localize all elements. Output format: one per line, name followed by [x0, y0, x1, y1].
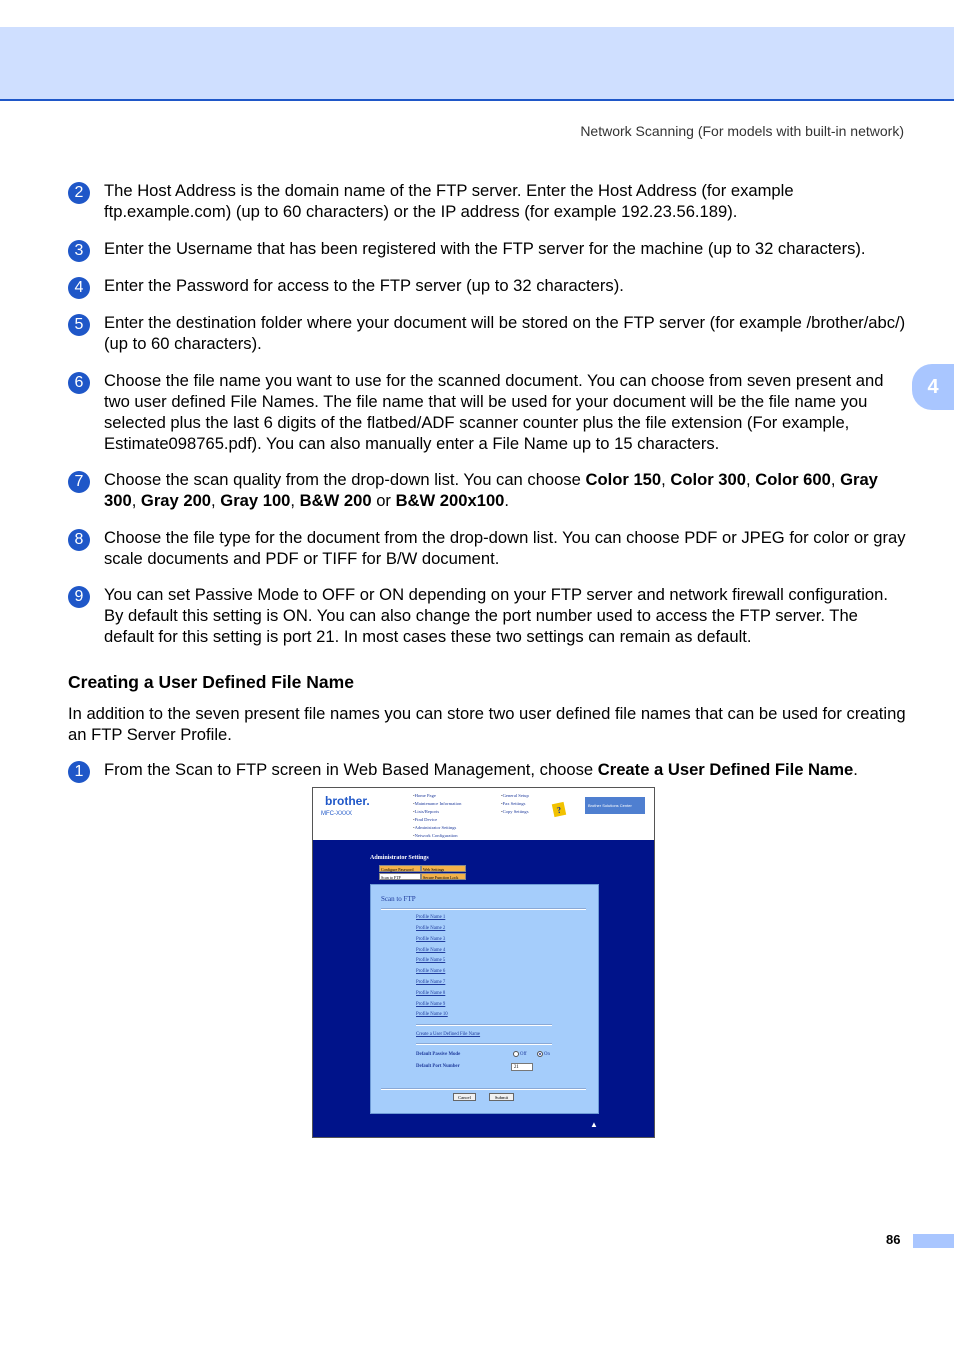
divider: [416, 1043, 552, 1045]
port-number-input[interactable]: 21: [511, 1063, 533, 1071]
tab-secure-function-lock[interactable]: Secure Function Lock: [421, 873, 466, 880]
nav-fax-settings[interactable]: • Fax Settings: [501, 800, 529, 808]
step-text: Choose the file name you want to use for the scanned document. You can choose from seven present and two user defined File Names. The file name that will be used for your document will be the file name you selected plus the last 6 digits of the flatbed/ADF scanner counter plus the file extension (For example, Estimate098765.pdf). You can also manually enter a File Name up to 15 characters.: [104, 371, 884, 453]
section-heading: Creating a User Defined File Name: [68, 672, 354, 692]
admin-settings-title: Administrator Settings: [370, 855, 429, 861]
intro-paragraph: In addition to the seven present file names you can store two user defined file names that can be used for creating an FTP Server Profile.: [68, 704, 906, 744]
step-text: Enter the Password for access to the FTP server (up to 32 characters).: [104, 276, 624, 295]
profile-link-10[interactable]: Profile Name 10: [416, 1012, 448, 1017]
divider: [381, 908, 586, 910]
create-user-defined-file-name-link[interactable]: Create a User Defined File Name: [416, 1032, 481, 1037]
nav-menu-left: [413, 792, 461, 840]
profile-link-2[interactable]: Profile Name 2: [416, 926, 446, 931]
profile-link-8[interactable]: Profile Name 8: [416, 991, 446, 996]
step-8: [68, 527, 908, 569]
profile-link-5[interactable]: Profile Name 5: [416, 958, 446, 963]
step-5: [68, 312, 908, 354]
divider: [416, 1024, 552, 1026]
header-band: [0, 27, 954, 101]
web-management-screenshot: [312, 787, 655, 1138]
step-text: Enter the destination folder where your document will be stored on the FTP server (for example /brother/abc/) (up to 60 characters).: [104, 313, 906, 353]
profile-link-3[interactable]: Profile Name 3: [416, 937, 446, 942]
nav-administrator-settings[interactable]: • Administrator Settings: [413, 824, 461, 832]
profile-link-7[interactable]: Profile Name 7: [416, 980, 446, 985]
screenshot-body: [313, 840, 654, 1137]
nav-find-device[interactable]: • Find Device: [413, 816, 461, 824]
step-text: From the Scan to FTP screen in Web Based Management, choose Create a User Defined File Name.: [104, 760, 858, 779]
step-2: [68, 180, 908, 222]
step-number-icon: 9: [68, 586, 90, 608]
nav-network-configuration[interactable]: • Network Configuration: [413, 832, 461, 840]
nav-copy-settings[interactable]: • Copy Settings: [501, 808, 529, 816]
page-number-bar: [913, 1234, 954, 1248]
running-head: Network Scanning (For models with built-in network): [580, 123, 904, 139]
step-1: [68, 759, 908, 780]
profile-link-4[interactable]: Profile Name 4: [416, 948, 446, 953]
divider: [381, 1088, 586, 1090]
panel-title: Scan to FTP: [381, 895, 416, 903]
step-9: [68, 584, 908, 647]
step-number-icon: 3: [68, 240, 90, 262]
step-4: [68, 275, 908, 296]
page-number: 86: [886, 1232, 901, 1247]
tab-scan-to-ftp[interactable]: Scan to FTP: [379, 873, 421, 880]
model-name: MFC-XXXX: [321, 811, 353, 817]
solutions-center-button[interactable]: Brother Solutions Center: [585, 797, 645, 814]
nav-home-page[interactable]: • Home Page: [413, 792, 461, 800]
nav-lists-reports[interactable]: • Lists/Reports: [413, 808, 461, 816]
step-number-icon: 1: [68, 761, 90, 783]
brother-logo: brother.: [325, 794, 370, 808]
nav-general-setup[interactable]: • General Setup: [501, 792, 529, 800]
passive-off-radio[interactable]: Off: [513, 1051, 527, 1057]
step-number-icon: 5: [68, 314, 90, 336]
tab-configure-password[interactable]: Configure Password: [379, 865, 421, 872]
submit-button[interactable]: Submit: [489, 1093, 514, 1101]
profile-link-1[interactable]: Profile Name 1: [416, 915, 446, 920]
step-text: The Host Address is the domain name of the FTP server. Enter the Host Address (for example ftp.example.com) (up to 60 characters) or the IP address (for example 192.23.56.189).: [104, 181, 794, 221]
screenshot-header: [313, 788, 654, 840]
step-number-icon: 6: [68, 372, 90, 394]
step-number-icon: 4: [68, 277, 90, 299]
step-text: Choose the file type for the document from the drop-down list. You can choose PDF or JPEG for color or gray scale documents and PDF or TIFF for B/W document.: [104, 528, 906, 568]
passive-mode-label: Default Passive Mode: [416, 1052, 461, 1057]
step-7: [68, 469, 908, 511]
step-number-icon: 2: [68, 182, 90, 204]
profile-link-9[interactable]: Profile Name 9: [416, 1002, 446, 1007]
scan-to-ftp-panel: [370, 884, 599, 1114]
step-text: Choose the scan quality from the drop-down list. You can choose Color 150, Color 300, Color 600, Gray 300, Gray 200, Gray 100, B&W 200 or B&W 200x100.: [104, 470, 878, 510]
scroll-up-arrow-icon[interactable]: ▲: [590, 1120, 598, 1129]
step-text: You can set Passive Mode to OFF or ON depending on your FTP server and network firewall configuration. By default this setting is ON. You can also change the port number used to access the FTP server. The default for this setting is port 21. In most cases these two settings can remain as default.: [104, 585, 888, 646]
cancel-button[interactable]: Cancel: [453, 1093, 476, 1101]
step-number-icon: 7: [68, 471, 90, 493]
profile-link-6[interactable]: Profile Name 6: [416, 969, 446, 974]
nav-menu-right: [501, 792, 529, 816]
nav-maintenance-information[interactable]: • Maintenance Information: [413, 800, 461, 808]
passive-on-radio[interactable]: On: [537, 1051, 550, 1057]
tab-web-settings[interactable]: Web Settings: [421, 865, 466, 872]
port-number-label: Default Port Number: [416, 1064, 460, 1069]
help-icon[interactable]: ?: [552, 802, 566, 817]
chapter-tab[interactable]: 4: [912, 364, 954, 410]
step-number-icon: 8: [68, 529, 90, 551]
step-6: [68, 370, 908, 454]
step-3: [68, 238, 908, 259]
step-text: Enter the Username that has been registered with the FTP server for the machine (up to 32 characters).: [104, 239, 866, 258]
